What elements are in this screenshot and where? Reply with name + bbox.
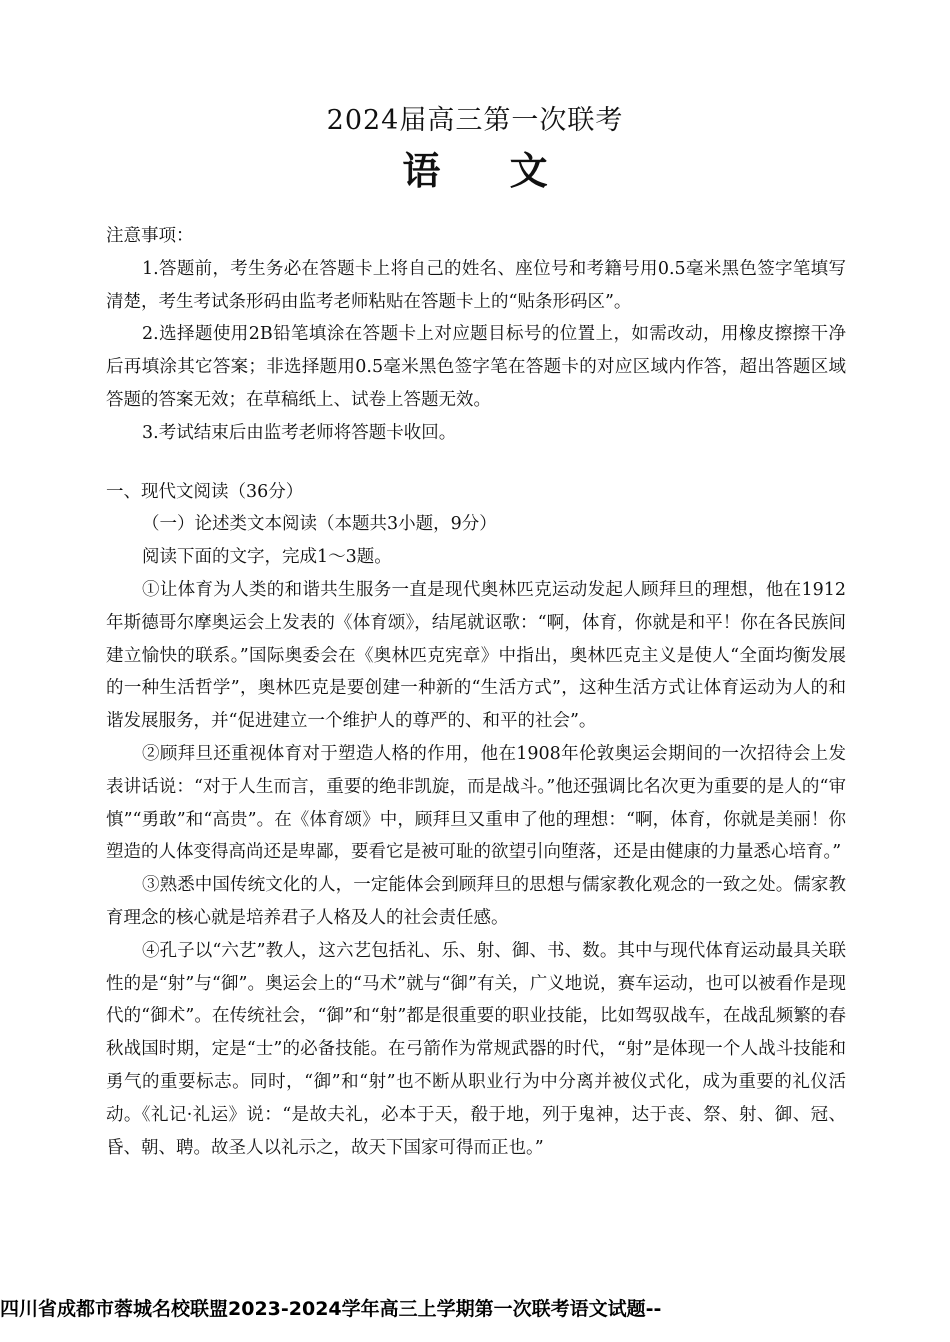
notice-item-3: 3.考试结束后由监考老师将答题卡收回。 [142,422,457,443]
document-body [106,220,846,1164]
section-title: 一、现代文阅读（36分） [106,481,304,502]
passage-paragraph-1: ①让体育为人类的和谐共生服务一直是现代奥林匹克运动发起人顾拜旦的理想，他在1912年斯德哥尔摩奥运会上发表的《体育颂》，结尾就讴歌：“啊，体育，你就是和平！你在各民族间建立愉快的联系。”国际奥委会在《奥林匹克宪章》中指出，奥林匹克主义是使人“全面均衡发展的一种生活哲学”，奥林匹克是要创建一种新的“生活方式”，这种生活方式让体育运动为人的和谐发展服务，并“促进建立一个维护人的尊严的、和平的社会”。 [106,579,846,732]
section-instruction: 阅读下面的文字，完成1～3题。 [142,547,392,568]
notice-heading: 注意事项： [106,226,194,246]
passage-paragraph-2: ②顾拜旦还重视体育对于塑造人格的作用，他在1908年伦敦奥运会期间的一次招待会上发表讲话说：“对于人生而言，重要的绝非凯旋，而是战斗。”他还强调比名次更为重要的是人的“审慎”“勇敢”和“高贵”。在《体育颂》中，顾拜旦又重申了他的理想：“啊，体育，你就是美丽！你塑造的人体变得高尚还是卑鄙，要看它是被可耻的欲望引向堕落，还是由健康的力量悉心培育。” [106,743,846,863]
spacer [106,450,846,476]
passage-paragraph-3: ③熟悉中国传统文化的人，一定能体会到顾拜旦的思想与儒家教化观念的一致之处。儒家教育理念的核心就是培养君子人格及人的社会责任感。 [106,875,846,928]
section-subtitle: （一）论述类文本阅读（本题共3小题，9分） [142,514,497,535]
subject-title: 语 文 [402,148,576,193]
footer-source-caption: 四川省成都市蓉城名校联盟2023-2024学年高三上学期第一次联考语文试题-- [0,1298,662,1320]
notice-item-2: 2.选择题使用2B铅笔填涂在答题卡上对应题目标号的位置上，如需改动，用橡皮擦擦干净后再填涂其它答案；非选择题用0.5毫米黑色签字笔在答题卡的对应区域内作答，超出答题区域答题的答案无效；在草稿纸上、试卷上答题无效。 [106,324,846,410]
notice-item-1: 1.答题前，考生务必在答题卡上将自己的姓名、座位号和考籍号用0.5毫米黑色签字笔填写清楚，考生考试条形码由监考老师粘贴在答题卡上的“贴条形码区”。 [106,258,846,312]
passage-paragraph-4: ④孔子以“六艺”教人，这六艺包括礼、乐、射、御、书、数。其中与现代体育运动最具关联性的是“射”与“御”。奥运会上的“马术”就与“御”有关，广义地说，赛车运动，也可以被看作是现代的“御术”。在传统社会，“御”和“射”都是很重要的职业技能，比如驾驭战车，在战乱频繁的春秋战国时期，定是“士”的必备技能。在弓箭作为常规武器的时代，“射”是体现一个人战斗技能和勇气的重要标志。同时，“御”和“射”也不断从职业行为中分离并被仪式化，成为重要的礼仪活动。《礼记·礼运》说：“是故夫礼，必本于天，殽于地，列于鬼神，达于丧、祭、射、御、冠、昏、朝、聘。故圣人以礼示之，故天下国家可得而正也。” [106,940,846,1158]
exam-title: 2024届高三第一次联考 [326,105,624,136]
